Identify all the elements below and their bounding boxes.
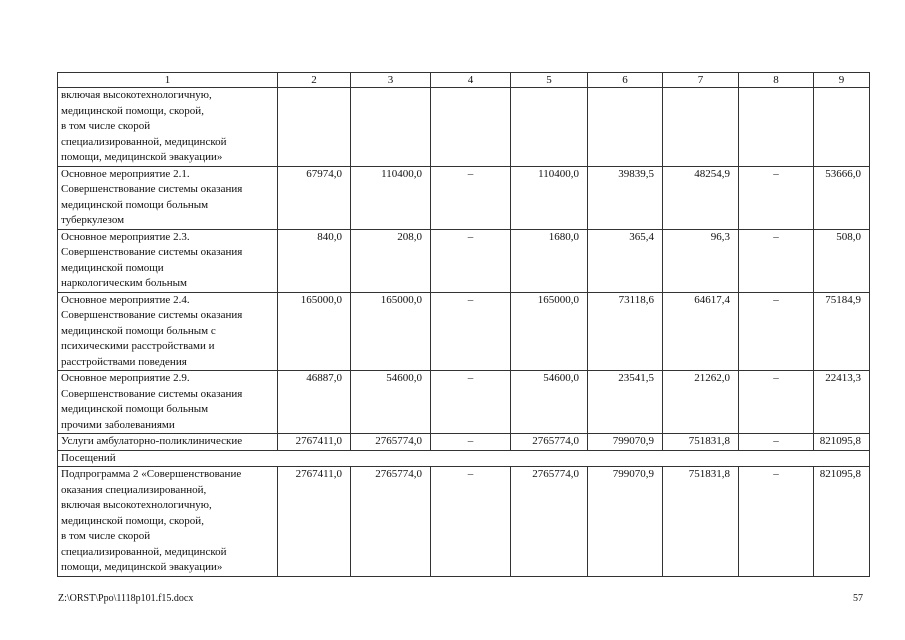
value-cell: 110400,0 — [511, 166, 588, 229]
value-cell: 165000,0 — [351, 292, 431, 371]
value-cell: 821095,8 — [814, 467, 870, 577]
value-cell: 2765774,0 — [511, 434, 588, 451]
value-cell: 751831,8 — [663, 434, 739, 451]
value-cell — [588, 88, 663, 167]
section-label-cell: Посещений — [58, 450, 870, 467]
value-cell: – — [739, 371, 814, 434]
value-cell: 2767411,0 — [278, 434, 351, 451]
value-cell: 96,3 — [663, 229, 739, 292]
value-cell: 67974,0 — [278, 166, 351, 229]
value-cell: – — [431, 292, 511, 371]
value-cell: 365,4 — [588, 229, 663, 292]
value-cell: 21262,0 — [663, 371, 739, 434]
table-row — [58, 229, 870, 292]
description-cell: Основное мероприятие 2.1. Совершенствование системы оказания медицинской помощи больным туберкулезом — [58, 166, 278, 229]
column-number-cell: 6 — [588, 73, 663, 88]
value-cell: 2765774,0 — [351, 434, 431, 451]
value-cell — [278, 88, 351, 167]
page-number: 57 — [853, 593, 863, 604]
value-cell: – — [739, 467, 814, 577]
description-cell: Подпрограмма 2 «Совершенствование оказания специализированной, включая высокотехнологичную, медицинской помощи, скорой, в том числе скорой специализированной, медицинской помощи, медицинской эвакуации» — [58, 467, 278, 577]
value-cell — [663, 88, 739, 167]
column-number-cell: 5 — [511, 73, 588, 88]
table-row — [58, 371, 870, 434]
description-cell: Основное мероприятие 2.4. Совершенствование системы оказания медицинской помощи больным с психическими расстройствами и расстройствами поведения — [58, 292, 278, 371]
description-cell: Услуги амбулаторно-поликлинические — [58, 434, 278, 451]
value-cell — [739, 88, 814, 167]
value-cell: – — [431, 229, 511, 292]
value-cell: 208,0 — [351, 229, 431, 292]
column-number-cell: 2 — [278, 73, 351, 88]
value-cell: 48254,9 — [663, 166, 739, 229]
value-cell: 165000,0 — [278, 292, 351, 371]
description-cell: Основное мероприятие 2.3. Совершенствование системы оказания медицинской помощи наркологическим больным — [58, 229, 278, 292]
value-cell: 2767411,0 — [278, 467, 351, 577]
column-number-cell: 1 — [58, 73, 278, 88]
value-cell — [814, 88, 870, 167]
value-cell: 165000,0 — [511, 292, 588, 371]
value-cell: – — [739, 292, 814, 371]
value-cell: 751831,8 — [663, 467, 739, 577]
value-cell: 39839,5 — [588, 166, 663, 229]
value-cell: 799070,9 — [588, 434, 663, 451]
value-cell: 110400,0 — [351, 166, 431, 229]
table-row — [58, 450, 870, 467]
table-row — [58, 88, 870, 167]
value-cell: 46887,0 — [278, 371, 351, 434]
value-cell — [431, 88, 511, 167]
column-number-cell: 7 — [663, 73, 739, 88]
table-row — [58, 292, 870, 371]
value-cell — [351, 88, 431, 167]
table-row — [58, 166, 870, 229]
table-row — [58, 434, 870, 451]
value-cell: – — [431, 371, 511, 434]
value-cell: 2765774,0 — [351, 467, 431, 577]
value-cell: 1680,0 — [511, 229, 588, 292]
value-cell: – — [431, 467, 511, 577]
value-cell: – — [739, 166, 814, 229]
table-row — [58, 467, 870, 577]
value-cell: 840,0 — [278, 229, 351, 292]
column-number-cell: 8 — [739, 73, 814, 88]
value-cell: 54600,0 — [511, 371, 588, 434]
value-cell: 64617,4 — [663, 292, 739, 371]
value-cell: 23541,5 — [588, 371, 663, 434]
description-cell: Основное мероприятие 2.9. Совершенствование системы оказания медицинской помощи больным прочими заболеваниями — [58, 371, 278, 434]
value-cell: – — [431, 166, 511, 229]
value-cell: 54600,0 — [351, 371, 431, 434]
value-cell: 2765774,0 — [511, 467, 588, 577]
table-header-row — [58, 73, 870, 88]
value-cell: 799070,9 — [588, 467, 663, 577]
value-cell: 75184,9 — [814, 292, 870, 371]
description-cell: включая высокотехнологичную, медицинской помощи, скорой, в том числе скорой специализированной, медицинской помощи, медицинской эвакуации» — [58, 88, 278, 167]
value-cell — [511, 88, 588, 167]
column-number-cell: 4 — [431, 73, 511, 88]
column-number-cell: 9 — [814, 73, 870, 88]
data-table — [57, 72, 870, 577]
value-cell: – — [739, 229, 814, 292]
footer-file-path: Z:\ORST\Ppo\1118p101.f15.docx — [58, 593, 194, 604]
value-cell: 821095,8 — [814, 434, 870, 451]
column-number-cell: 3 — [351, 73, 431, 88]
value-cell: 73118,6 — [588, 292, 663, 371]
value-cell: 53666,0 — [814, 166, 870, 229]
value-cell: 508,0 — [814, 229, 870, 292]
value-cell: 22413,3 — [814, 371, 870, 434]
value-cell: – — [431, 434, 511, 451]
value-cell: – — [739, 434, 814, 451]
